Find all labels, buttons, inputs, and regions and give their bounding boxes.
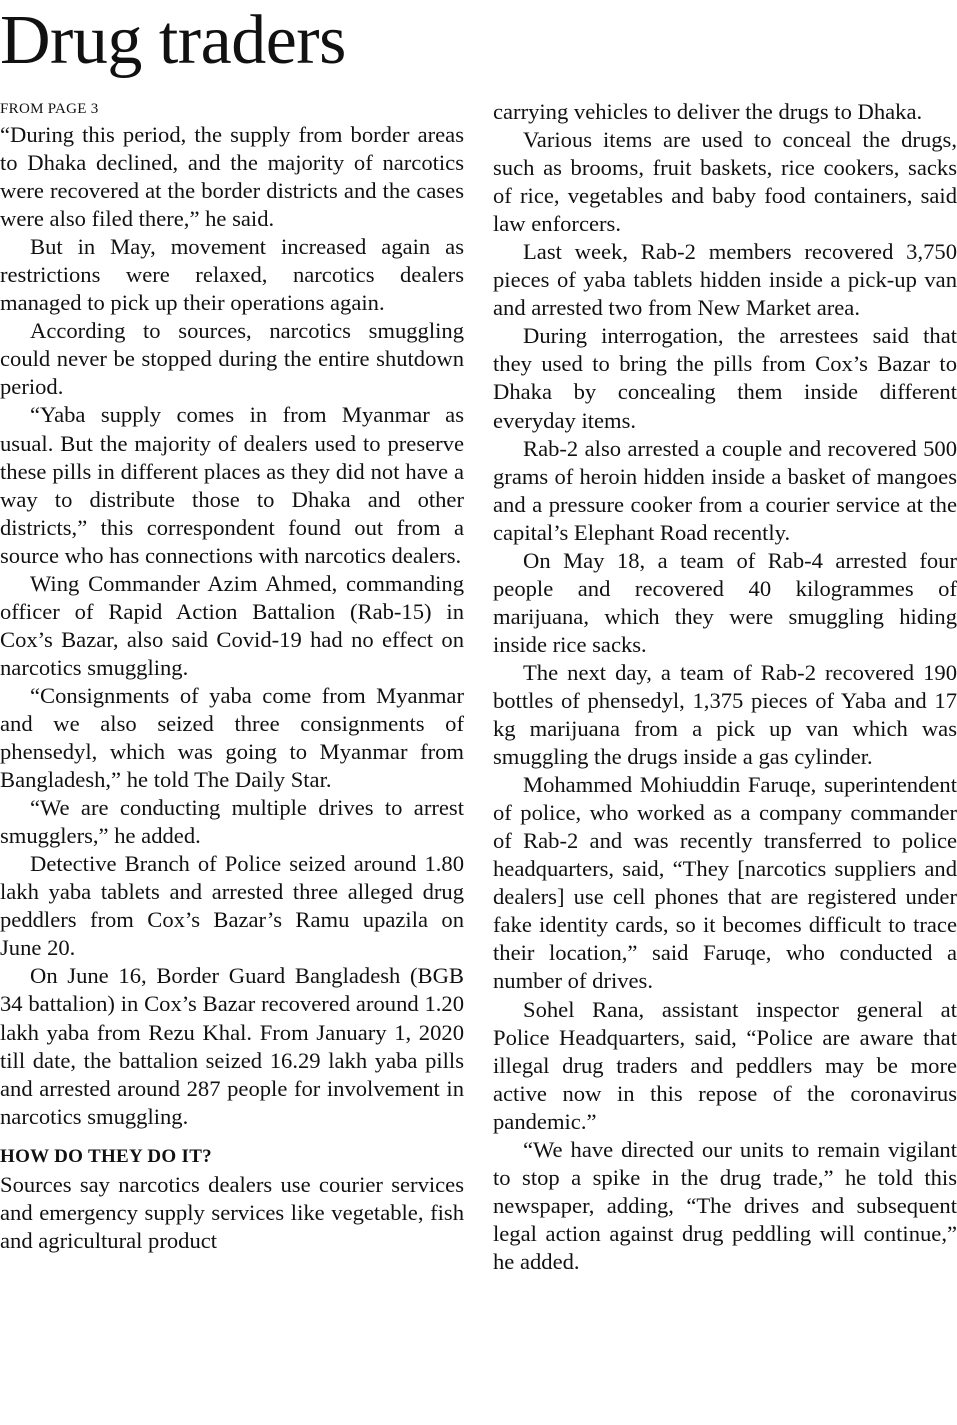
headline: Drug traders: [0, 2, 346, 79]
paragraph: “We are conducting multiple drives to arrest smugglers,” he added.: [0, 795, 464, 849]
paragraph: Last week, Rab-2 members recovered 3,750 pieces of yaba tablets hidden inside a pick-up van and arrested two from New Market area.: [493, 239, 957, 321]
paragraph: Mohammed Mohiuddin Faruqe, superintendent of police, who worked as a company commander of Rab-2 and was recently transferred to police headquarters, said, “They [narcotics suppliers and dealers] use cell phones that are registered under fake identity cards, so it becomes difficult to trace their location,” said Faruqe, who conducted a number of drives.: [493, 772, 957, 994]
paragraph: Rab-2 also arrested a couple and recovered 500 grams of heroin hidden inside a basket of mangoes and a pressure cooker from a courier service at the capital’s Elephant Road recently.: [493, 435, 957, 545]
paragraph: Detective Branch of Police seized around 1.80 lakh yaba tablets and arrested three alleged drug peddlers from Cox’s Bazar’s Ramu upazila on June 20.: [0, 851, 464, 961]
paragraph: On May 18, a team of Rab-4 arrested four people and recovered 40 kilogrammes of marijuana, which they were smuggling hiding inside rice sacks.: [493, 547, 957, 657]
paragraph: Various items are used to conceal the drugs, such as brooms, fruit baskets, rice cookers, sacks of rice, vegetables and baby food containers, said law enforcers.: [493, 127, 957, 237]
paragraph: Sources say narcotics dealers use courier services and emergency supply services like vegetable, fish and agricultural product: [0, 1171, 464, 1253]
paragraph: “During this period, the supply from border areas to Dhaka declined, and the majority of narcotics were recovered at the border districts and the cases were also filed there,” he said.: [0, 122, 464, 232]
paragraph: “We have directed our units to remain vigilant to stop a spike in the drug trade,” he told this newspaper, adding, “The drives and subsequent legal action against drug peddling will continue,” he added.: [493, 1136, 957, 1274]
paragraph: Sohel Rana, assistant inspector general at Police Headquarters, said, “Police are aware that illegal drug traders and peddlers may be more active now in this repose of the coronavirus pandemic.”: [493, 996, 957, 1134]
paragraph: During interrogation, the arrestees said that they used to bring the pills from Cox’s Bazar to Dhaka by concealing them inside different everyday items.: [493, 323, 957, 433]
paragraph-continuation: carrying vehicles to deliver the drugs to Dhaka.: [493, 99, 923, 124]
paragraph: On June 16, Border Guard Bangladesh (BGB 34 battalion) in Cox’s Bazar recovered around 1.20 lakh yaba from Rezu Khal. From January 1, 2020 till date, the battalion seized 16.29 lakh yaba pills and arrested around 287 people for involvement in narcotics smuggling.: [0, 963, 464, 1129]
paragraph: “Consignments of yaba come from Myanmar and we also seized three consignments of phensedyl, which was going to Myanmar from Bangladesh,” he told The Daily Star.: [0, 682, 464, 793]
paragraph: According to sources, narcotics smuggling could never be stopped during the entire shutdown period.: [0, 318, 464, 400]
jump-line: FROM PAGE 3: [0, 101, 99, 117]
paragraph: “Yaba supply comes in from Myanmar as usual. But the majority of dealers used to preserve these pills in different places as they did not have a way to distribute those to Dhaka and other districts,” this correspondent found out from a source who has connections with narcotics dealers.: [0, 402, 464, 568]
left-column: [0, 97, 464, 1255]
paragraph: The next day, a team of Rab-2 recovered 190 bottles of phensedyl, 1,375 pieces of Yaba and 17 kg marijuana from a pick up van which was smuggling the drugs inside a gas cylinder.: [493, 659, 957, 770]
right-column: [493, 98, 957, 1276]
paragraph: But in May, movement increased again as restrictions were relaxed, narcotics dealers managed to pick up their operations again.: [0, 234, 464, 316]
paragraph: Wing Commander Azim Ahmed, commanding officer of Rapid Action Battalion (Rab-15) in Cox’s Bazar, also said Covid-19 had no effect on narcotics smuggling.: [0, 570, 464, 680]
section-subhead: HOW DO THEY DO IT?: [0, 1145, 212, 1167]
